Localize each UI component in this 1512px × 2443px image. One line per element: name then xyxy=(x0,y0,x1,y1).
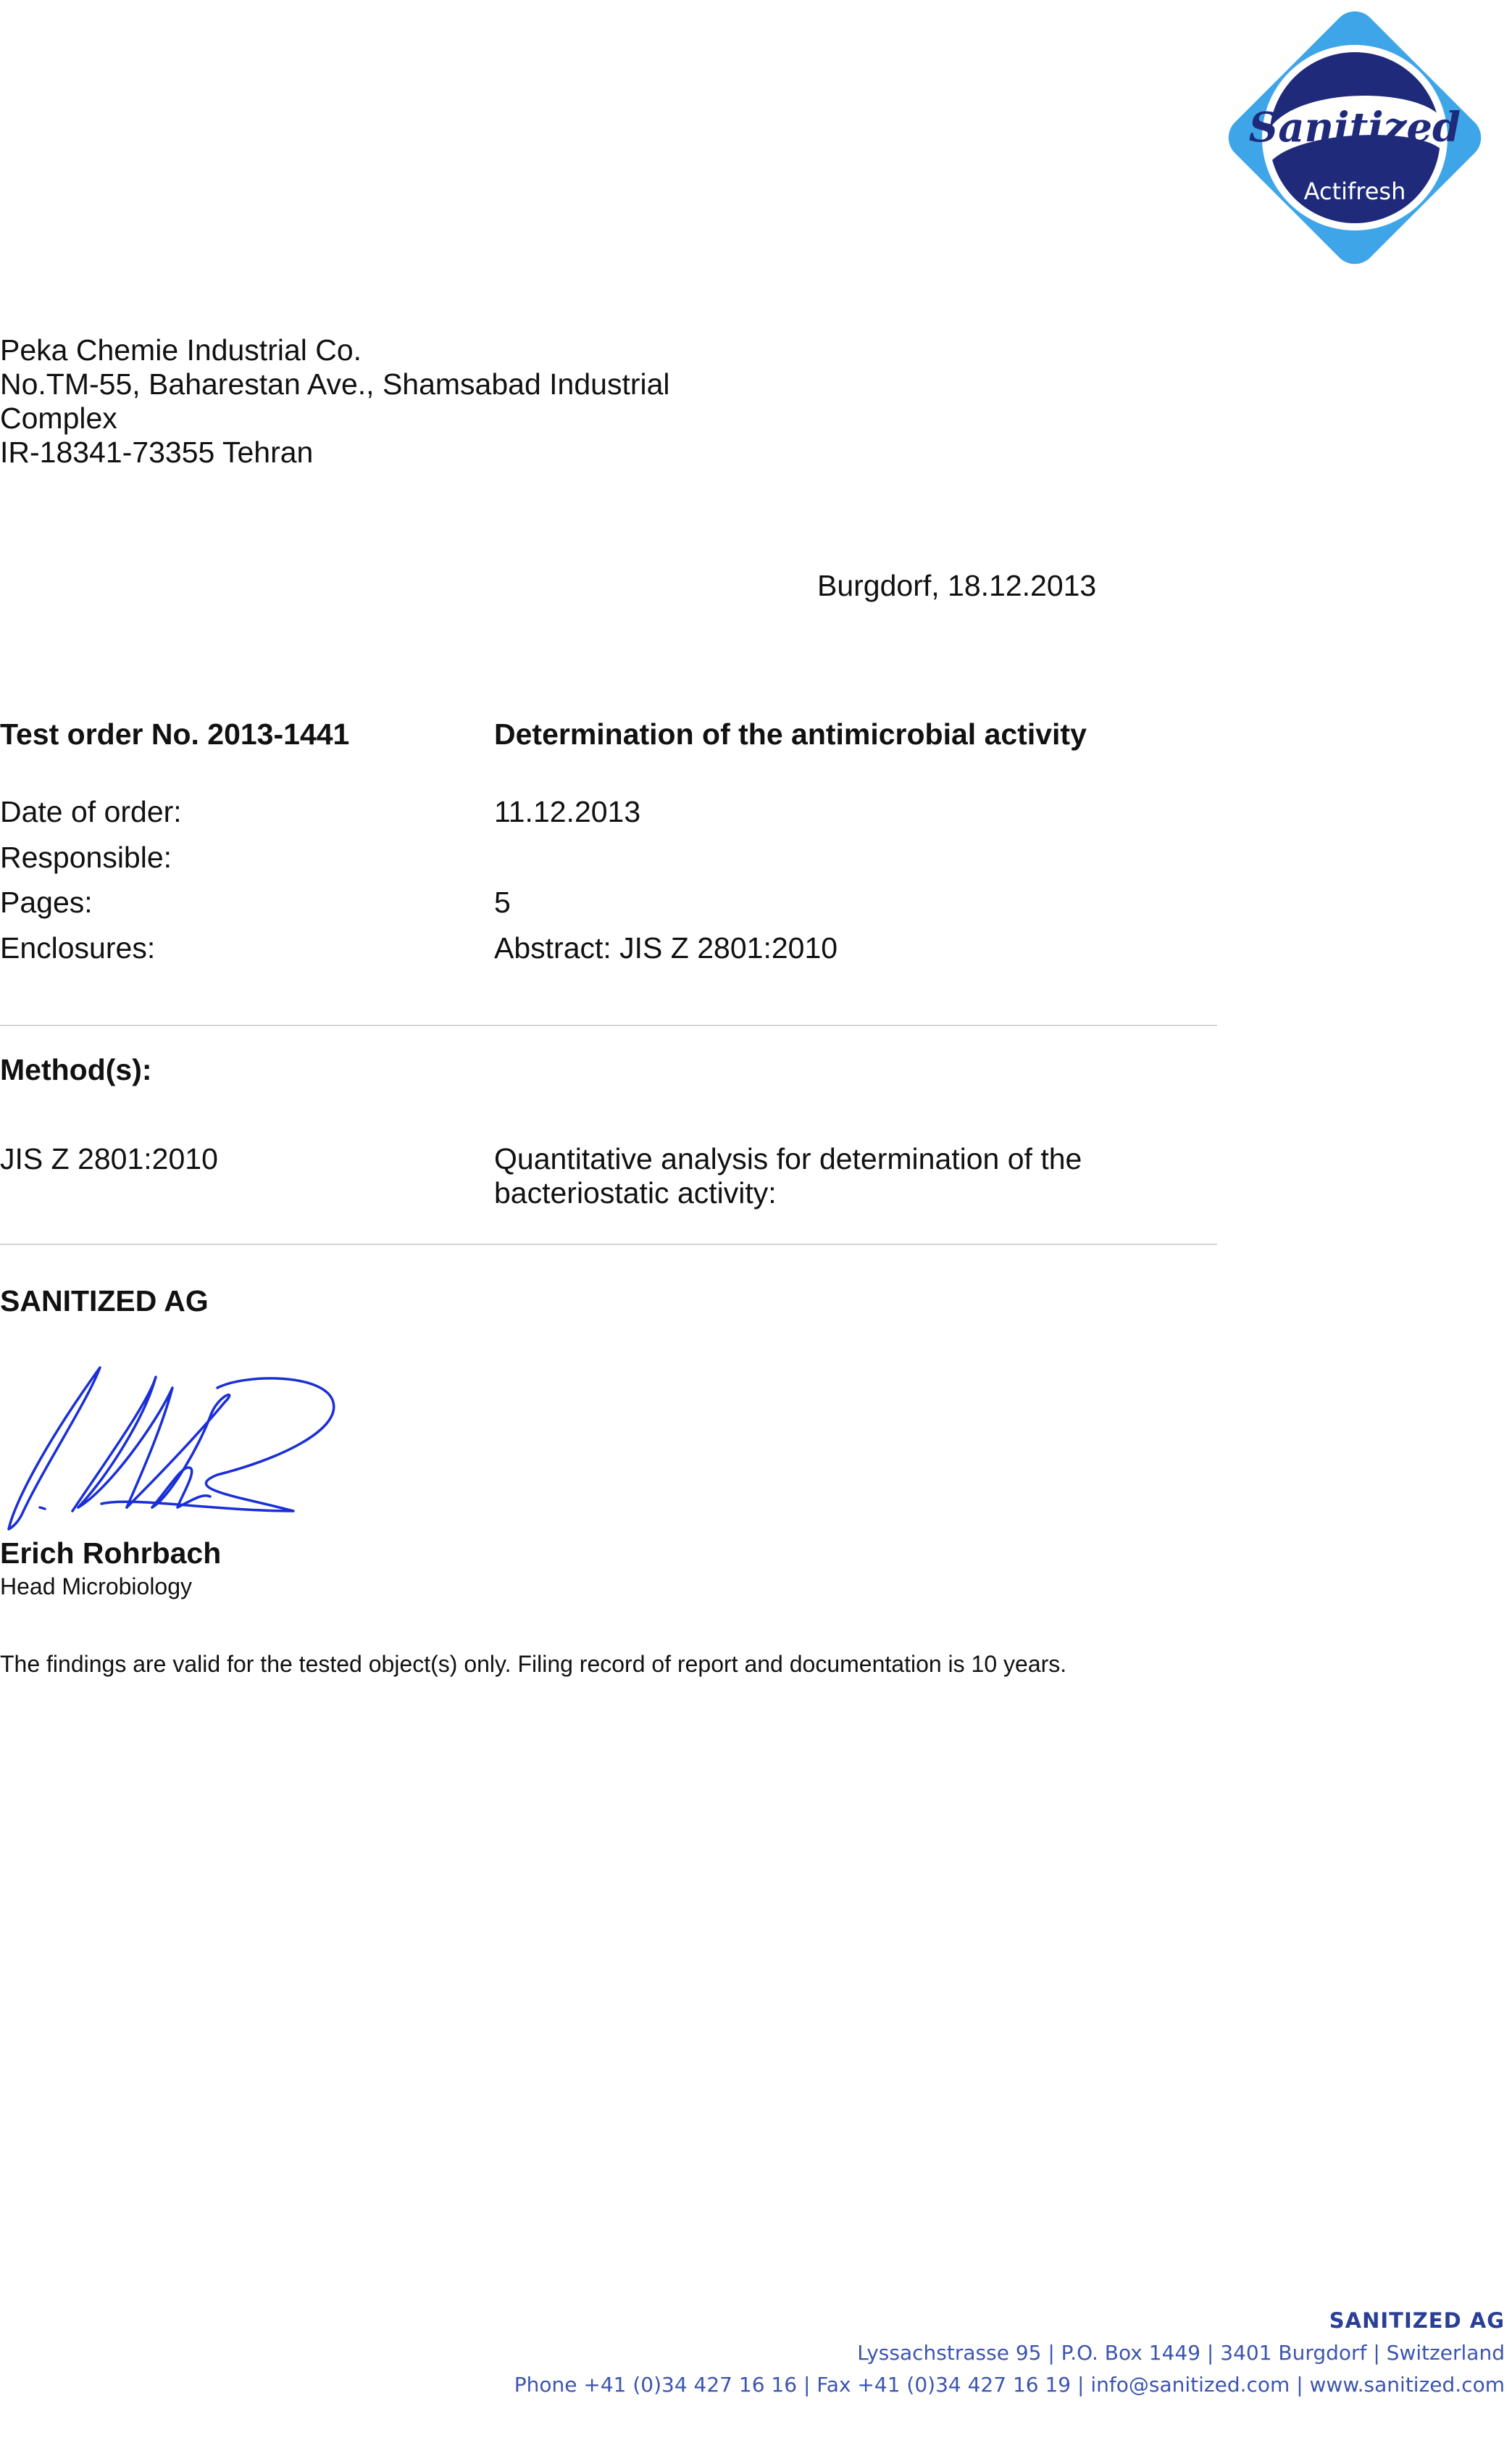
signature-company: SANITIZED AG xyxy=(0,1284,209,1318)
field-label-date-of-order: Date of order: xyxy=(0,795,182,828)
recipient-street-2: Complex xyxy=(0,401,117,435)
signature-graphic xyxy=(0,1359,348,1533)
recipient-street: No.TM-55, Baharestan Ave., Shamsabad Industrial xyxy=(0,367,670,401)
field-value-pages: 5 xyxy=(494,886,511,919)
method-description-line-1: Quantitative analysis for determination of the xyxy=(494,1142,1082,1175)
disclaimer-text: The findings are valid for the tested object(s) only. Filing record of report and documentation is 10 years. xyxy=(0,1651,1067,1677)
field-value-enclosures: Abstract: JIS Z 2801:2010 xyxy=(494,931,838,965)
place-date: Burgdorf, 18.12.2013 xyxy=(817,569,1097,602)
sanitized-logo xyxy=(1217,0,1492,275)
field-label-enclosures: Enclosures: xyxy=(0,931,156,965)
divider-top xyxy=(0,1025,1217,1026)
test-order-subject: Determination of the antimicrobial activity xyxy=(494,717,1087,751)
signer-title: Head Microbiology xyxy=(0,1573,193,1599)
footer-address: Lyssachstrasse 95 | P.O. Box 1449 | 3401 Burgdorf | Switzerland xyxy=(857,2341,1505,2365)
field-value-date-of-order: 11.12.2013 xyxy=(494,795,641,828)
handwritten-signature xyxy=(0,1359,348,1533)
recipient-company: Peka Chemie Industrial Co. xyxy=(0,333,362,367)
methods-heading: Method(s): xyxy=(0,1053,152,1086)
logo-sub-text: Actifresh xyxy=(1303,178,1406,205)
test-order-title: Test order No. 2013-1441 xyxy=(0,717,350,751)
logo-graphic xyxy=(1217,0,1492,275)
recipient-address xyxy=(0,333,670,470)
divider-bottom xyxy=(0,1244,1217,1245)
signer-name: Erich Rohrbach xyxy=(0,1536,222,1570)
footer-contact: Phone +41 (0)34 427 16 16 | Fax +41 (0)34 427 16 19 | info@sanitized.com | www.sanitized.com xyxy=(514,2373,1505,2397)
method-description-line-2: bacteriostatic activity: xyxy=(494,1176,777,1210)
field-label-pages: Pages: xyxy=(0,886,93,919)
footer-company: SANITIZED AG xyxy=(1329,2308,1505,2333)
method-description xyxy=(494,1142,1082,1210)
recipient-city: IR-18341-73355 Tehran xyxy=(0,436,314,469)
method-code: JIS Z 2801:2010 xyxy=(0,1142,218,1175)
field-label-responsible: Responsible: xyxy=(0,841,172,874)
logo-brand-text: Sanitized xyxy=(1248,104,1461,151)
